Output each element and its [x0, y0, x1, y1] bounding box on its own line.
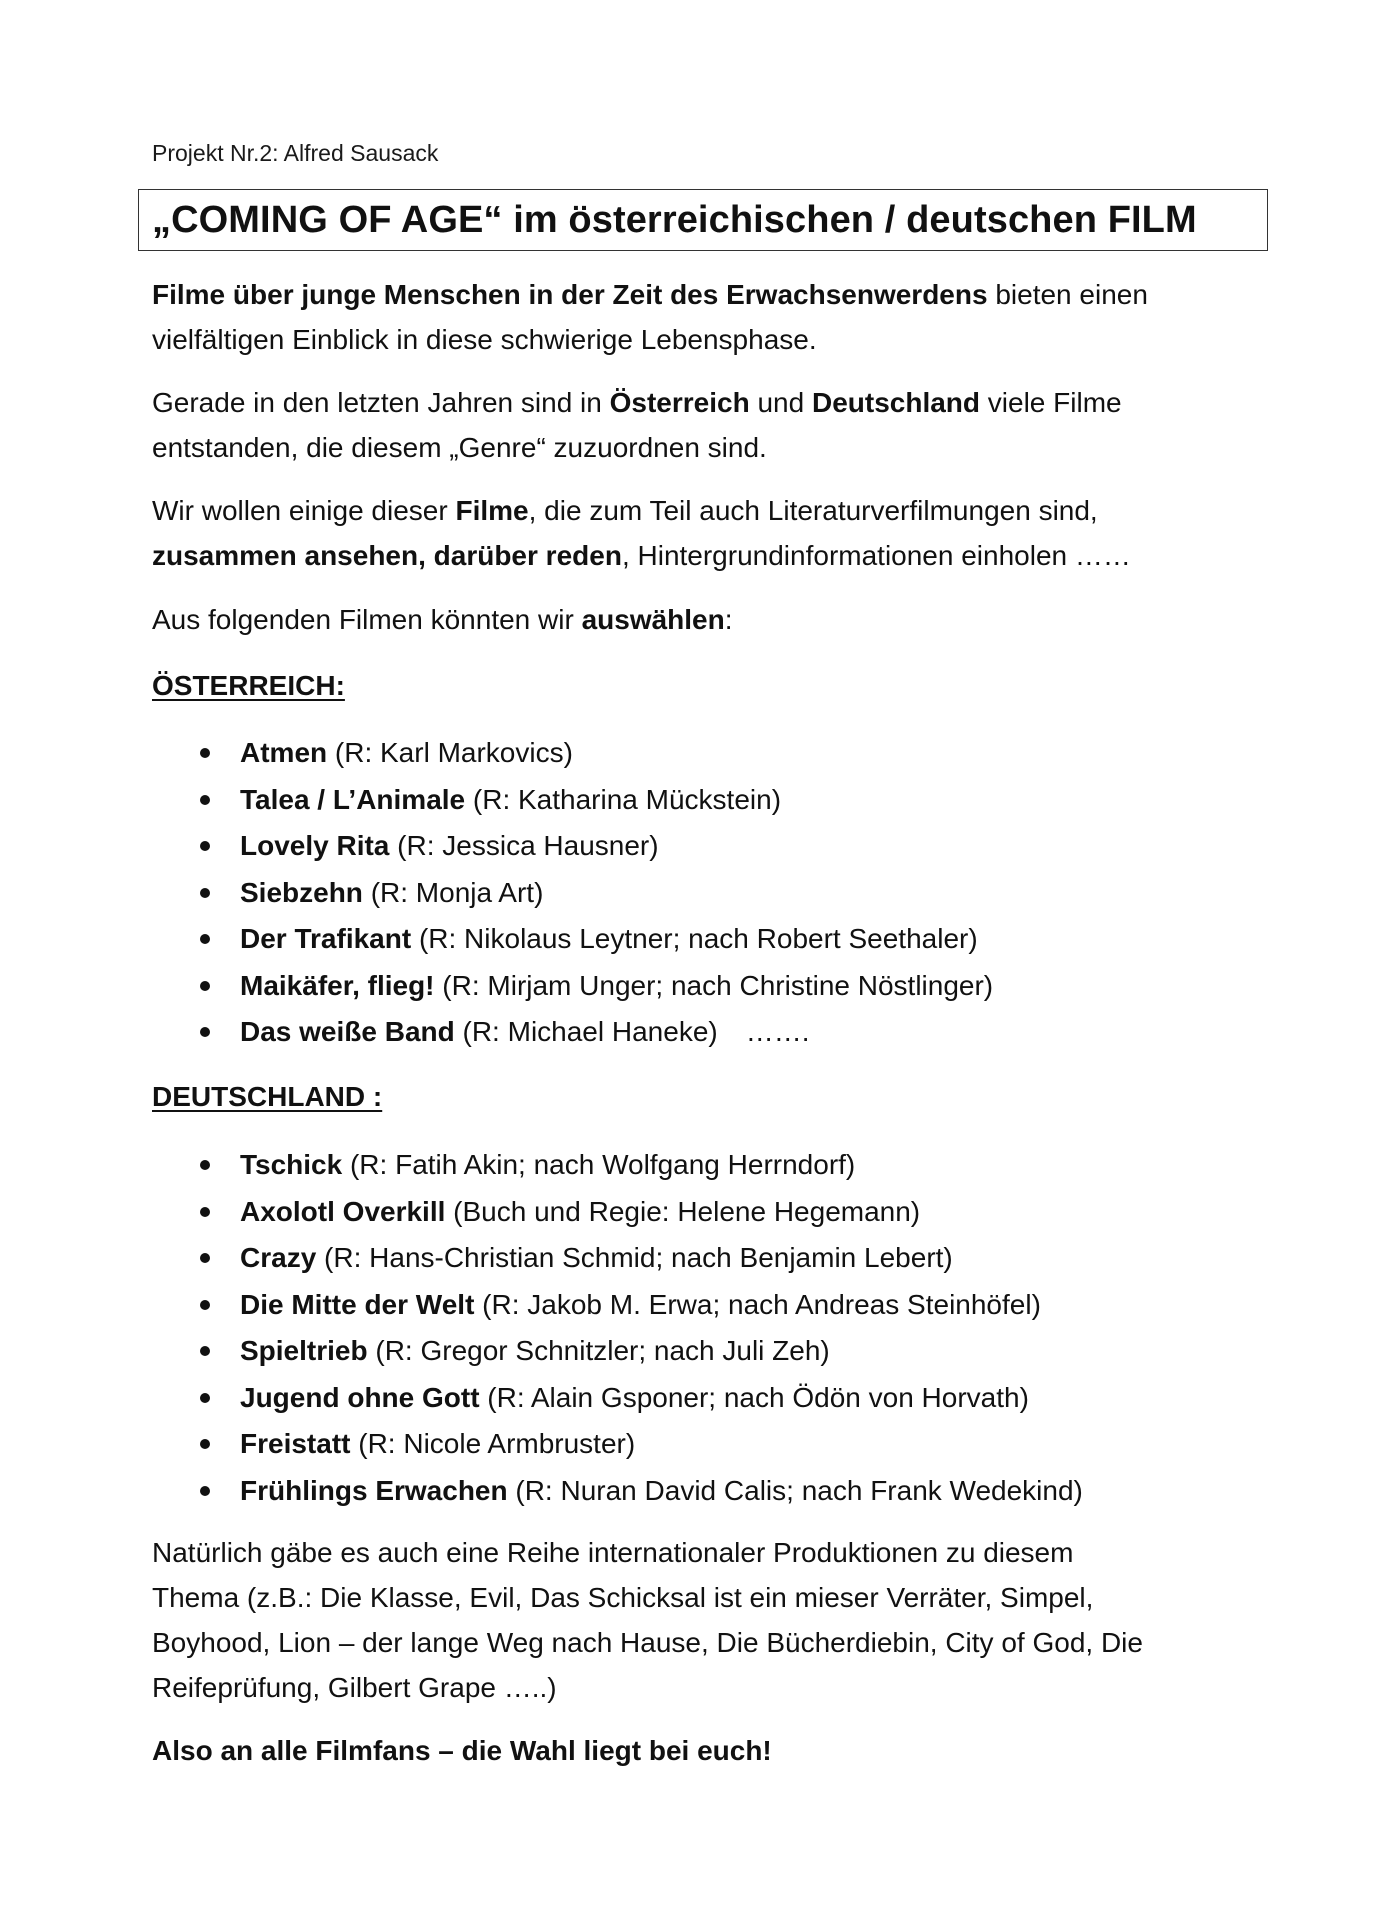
film-list-germany	[195, 1142, 1083, 1514]
film-info: (R: Jessica Hausner)	[389, 830, 659, 861]
bullet-icon	[200, 1486, 210, 1496]
bullet-icon	[200, 795, 210, 805]
film-title: Maikäfer, flieg!	[240, 969, 435, 1001]
intro-p1-line2: vielfältigen Einblick in diese schwierige Lebensphase.	[152, 324, 817, 355]
film-title: Frühlings Erwachen	[240, 1474, 508, 1506]
film-info: (R: Hans-Christian Schmid; nach Benjamin Lebert)	[316, 1242, 953, 1273]
outro-paragraph	[152, 1530, 1282, 1710]
film-title: Das weiße Band	[240, 1016, 455, 1047]
list-item	[195, 1328, 1083, 1375]
film-info: (R: Gregor Schnitzler; nach Juli Zeh)	[367, 1335, 830, 1366]
list-item	[195, 730, 993, 777]
bullet-icon	[200, 1439, 210, 1449]
list-item	[195, 1009, 993, 1056]
outro-line-1: Natürlich gäbe es auch eine Reihe internationaler Produktionen zu diesem	[152, 1537, 1074, 1568]
intro-p3-b: , die zum Teil auch Literaturverfilmungen sind,	[528, 495, 1098, 526]
film-info: (R: Karl Markovics)	[327, 737, 573, 768]
intro-p2-c: viele Filme	[980, 387, 1122, 418]
film-title: Jugend ohne Gott	[240, 1381, 480, 1413]
film-title: Spieltrieb	[240, 1335, 368, 1366]
page-title: „COMING OF AGE“ im österreichischen / deutschen FILM	[152, 199, 1197, 241]
list-item	[195, 1468, 1083, 1515]
film-info: (R: Michael Haneke)	[454, 1016, 718, 1047]
film-list-austria	[195, 730, 993, 1056]
bullet-icon	[200, 1393, 210, 1403]
film-info: (R: Alain Gsponer; nach Ödön von Horvath)	[479, 1381, 1029, 1413]
intro-p3-c: , Hintergrundinformationen einholen ……	[621, 540, 1131, 571]
list-item	[195, 823, 993, 870]
closing-line	[152, 1728, 1282, 1773]
intro-p4-a: Aus folgenden Filmen könnten wir	[152, 604, 582, 635]
intro-paragraph-4	[152, 597, 1282, 642]
film-info: (R: Nicole Armbruster)	[350, 1428, 636, 1459]
film-info: (R: Nuran David Calis; nach Frank Wedekind)	[507, 1474, 1083, 1506]
film-title: Axolotl Overkill	[240, 1195, 446, 1227]
project-header: Projekt Nr.2: Alfred Sausack	[152, 140, 439, 166]
outro-line-3: Boyhood, Lion – der lange Weg nach Hause, Die Bücherdiebin, City of God, Die	[152, 1627, 1143, 1658]
intro-p3-a: Wir wollen einige dieser	[152, 495, 456, 526]
film-title: Die Mitte der Welt	[240, 1288, 475, 1320]
intro-p3-bold-together: zusammen ansehen, darüber reden	[152, 540, 622, 571]
film-title: Freistatt	[240, 1428, 351, 1459]
bullet-icon	[200, 748, 210, 758]
list-item	[195, 777, 993, 824]
title-box	[138, 189, 1268, 251]
bullet-icon	[200, 981, 210, 991]
intro-paragraph-1	[152, 272, 1282, 362]
list-item	[195, 1142, 1083, 1189]
film-info: (R: Monja Art)	[362, 876, 544, 908]
bullet-icon	[200, 1027, 210, 1037]
film-info: (Buch und Regie: Helene Hegemann)	[445, 1195, 921, 1227]
section-heading-germany: DEUTSCHLAND :	[152, 1081, 383, 1112]
film-title: Tschick	[240, 1149, 343, 1180]
film-title: Lovely Rita	[240, 830, 390, 861]
list-item	[195, 1189, 1083, 1236]
intro-p4-b: :	[724, 604, 733, 635]
film-ellipsis: …….	[745, 1016, 810, 1047]
intro-p2-line2: entstanden, die diesem „Genre“ zuzuordnen sind.	[152, 432, 767, 463]
list-item	[195, 1282, 1083, 1329]
film-info: (R: Mirjam Unger; nach Christine Nöstlinger)	[434, 969, 994, 1001]
intro-paragraph-3	[152, 488, 1282, 578]
intro-p2-bold-germany: Deutschland	[811, 387, 981, 418]
film-title: Der Trafikant	[240, 923, 412, 954]
intro-p2-bold-austria: Österreich	[609, 387, 750, 418]
list-item	[195, 963, 993, 1010]
bullet-icon	[200, 888, 210, 898]
bullet-icon	[200, 934, 210, 944]
bullet-icon	[200, 1300, 210, 1310]
bullet-icon	[200, 1253, 210, 1263]
bullet-icon	[200, 1207, 210, 1217]
outro-line-2: Thema (z.B.: Die Klasse, Evil, Das Schicksal ist ein mieser Verräter, Simpel,	[152, 1582, 1094, 1613]
intro-p2-b: und	[749, 387, 812, 418]
film-title: Atmen	[240, 737, 328, 768]
film-title: Siebzehn	[240, 876, 363, 908]
list-item	[195, 1375, 1083, 1422]
film-info: (R: Nikolaus Leytner; nach Robert Seethaler)	[411, 923, 978, 954]
list-item	[195, 1421, 1083, 1468]
list-item	[195, 916, 993, 963]
film-title: Crazy	[240, 1242, 317, 1273]
intro-p3-bold-films: Filme	[455, 495, 529, 526]
bullet-icon	[200, 1160, 210, 1170]
outro-line-4: Reifeprüfung, Gilbert Grape …..)	[152, 1672, 557, 1703]
intro-paragraph-2	[152, 380, 1282, 470]
film-info: (R: Katharina Mückstein)	[465, 783, 782, 815]
intro-p1-rest: bieten einen	[987, 279, 1148, 310]
list-item	[195, 1235, 1083, 1282]
list-item	[195, 870, 993, 917]
film-info: (R: Jakob M. Erwa; nach Andreas Steinhöfel)	[474, 1288, 1041, 1320]
intro-p4-bold: auswählen	[581, 604, 725, 635]
intro-p1-bold: Filme über junge Menschen in der Zeit des Erwachsenwerdens	[152, 279, 988, 310]
film-info: (R: Fatih Akin; nach Wolfgang Herrndorf)	[342, 1149, 856, 1180]
closing-text: Also an alle Filmfans – die Wahl liegt bei euch!	[152, 1735, 772, 1766]
intro-p2-a: Gerade in den letzten Jahren sind in	[152, 387, 610, 418]
bullet-icon	[200, 841, 210, 851]
bullet-icon	[200, 1346, 210, 1356]
film-title: Talea / L’Animale	[240, 783, 466, 815]
section-heading-austria: ÖSTERREICH:	[152, 670, 345, 701]
